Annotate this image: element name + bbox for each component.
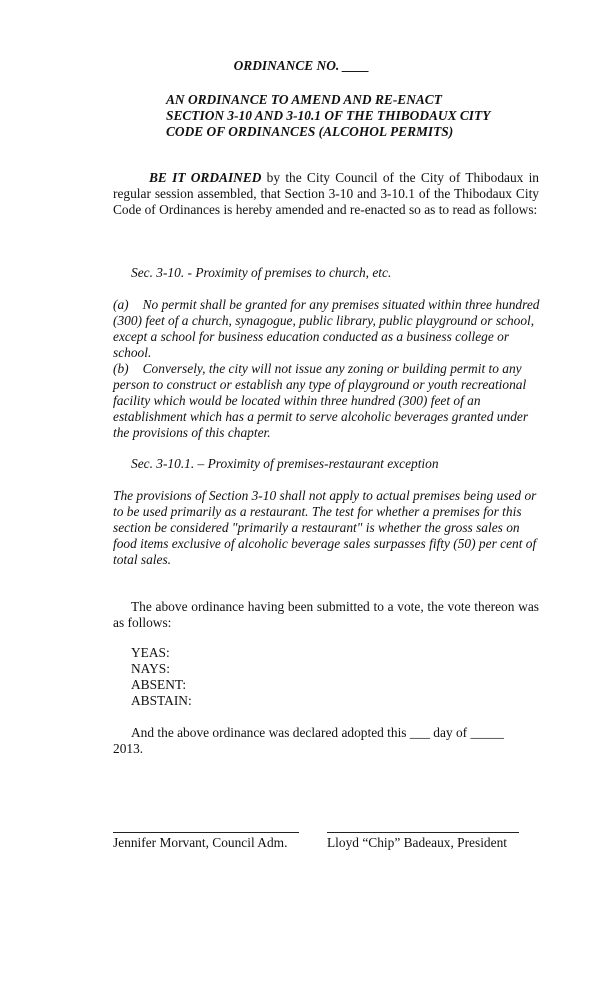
section-3-10-b-label: (b) [113,361,129,376]
section-3-10-a-text: No permit shall be granted for any premises situated within three hundred (300) feet of a church, synagogue, public library, public playground or school, except a school for business education conducted as a business college or school. [113,297,540,360]
vote-item-nays: NAYS: [131,661,170,676]
section-3-10-a-label: (a) [113,297,129,312]
section-3-10-b-text: Conversely, the city will not issue any zoning or building permit to any person to construct or establish any type of playground or youth recreational facility which would be located within three hundred (300) feet of an establishment which has a permit to serve alcoholic beverages granted under the provisions of this chapter. [113,361,529,440]
ordinance-number: ORDINANCE NO. ____ [233,58,370,73]
preamble-paragraph [113,170,539,218]
vote-item-absent: ABSENT: [131,677,187,692]
preamble-text: by the City Council of the City of Thibodaux in regular session assembled, that Section 3-10 and 3-10.1 of the Thibodaux City Code of Ordinances is hereby amended and re-enacted so as to read as follows: [113,170,540,217]
vote-list [131,645,331,709]
title-line-3: CODE OF ORDINANCES (ALCOHOL PERMITS) [166,124,454,139]
ordinance-title [166,92,586,140]
section-3-10-a [113,297,545,361]
section-3-10-heading: Sec. 3-10. - Proximity of premises to church, etc. [131,265,392,280]
signature-line-right [327,832,519,833]
preamble-lead: BE IT ORDAINED [149,170,262,185]
vote-item-abstain: ABSTAIN: [131,693,192,708]
signature-name-right: Lloyd “Chip” Badeaux, President [327,835,507,850]
section-3-10-b [113,361,545,441]
vote-item-yeas: YEAS: [131,645,170,660]
adoption-line: And the above ordinance was declared adopted this ___ day of _____ [131,725,504,740]
title-line-1: AN ORDINANCE TO AMEND AND RE-ENACT [166,92,442,107]
section-3-10-1-heading: Sec. 3-10.1. – Proximity of premises-restaurant exception [131,456,439,471]
signature-name-left: Jennifer Morvant, Council Adm. [113,835,288,850]
signature-line-left [113,832,299,833]
title-line-2: SECTION 3-10 AND 3-10.1 OF THE THIBODAUX CITY [166,108,491,123]
vote-intro: The above ordinance having been submitted to a vote, the vote thereon was as follows: [113,599,539,630]
section-3-10-1-text: The provisions of Section 3-10 shall not apply to actual premises being used or to be used primarily as a restaurant. The test for whether a premises for this section be considered "primarily a restaurant" is whether the gross sales on food items exclusive of alcoholic beverage sales surpasses fifty (50) per cent of total sales. [113,488,537,567]
adoption-year: 2013. [113,741,144,756]
